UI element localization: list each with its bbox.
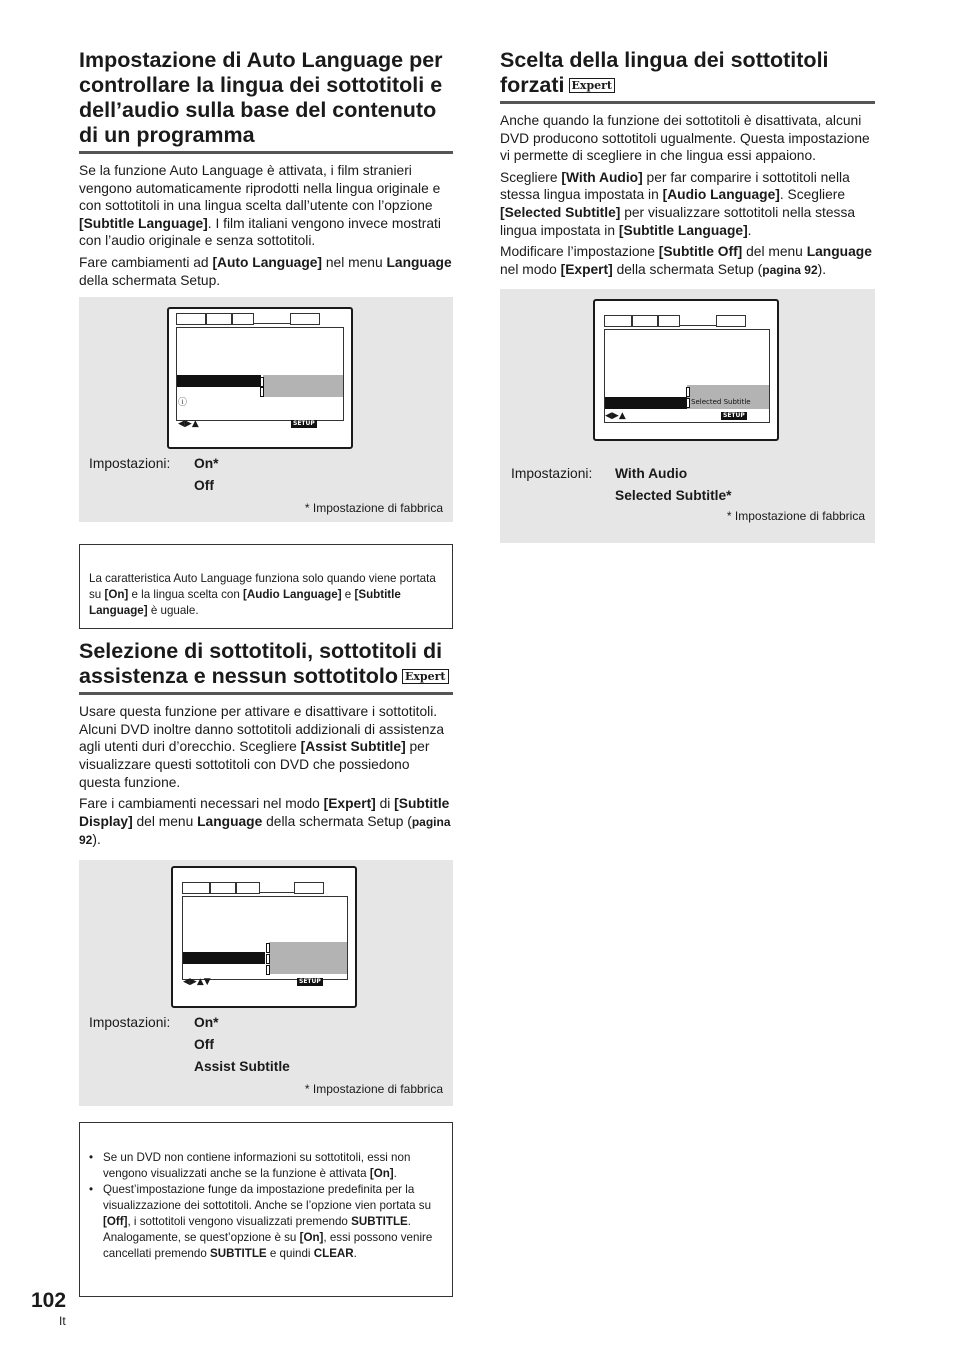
selected-option-bar (177, 375, 261, 387)
forced-subtitles-paragraph-2: Scegliere [With Audio] per far comparire i sottotitoli nella stessa lingua impostata in [Audio Language]. Scegliere [Selected Subtitle] per visualizzare sottotitoli nella stessa lingua impostata in [Subtitle Language]. (500, 169, 856, 238)
setting-value: On* (194, 1014, 219, 1030)
screen-tab (658, 315, 680, 327)
option-list-background (263, 375, 343, 397)
screen-tab (182, 882, 210, 894)
section-title-forced-subtitles: Scelta della lingua dei sottotitoli forzati Expert (500, 48, 875, 104)
option-cursor (260, 377, 264, 387)
settings-values (615, 463, 732, 507)
settings-values (194, 1012, 290, 1078)
setup-screen-illustration (171, 866, 357, 1008)
setup-badge: SETUP (299, 977, 321, 985)
option-cursor (686, 387, 690, 397)
option-cursor (686, 398, 690, 408)
setting-value: Off (194, 1036, 214, 1052)
screen-tab-gap (260, 882, 294, 893)
navigation-arrows-icon: ◀▶▲ (178, 419, 199, 430)
note-text: La caratteristica Auto Language funziona solo quando viene portata su [On] e la lingua scelta con [Audio Language] e [Subtitle Language] è uguale. (89, 572, 436, 618)
setup-badge: SETUP (293, 420, 315, 428)
setting-value: On* (194, 456, 219, 472)
expert-badge: Expert (569, 78, 616, 93)
language-code: It (59, 1314, 66, 1328)
auto-language-paragraph-1: Se la funzione Auto Language è attivata, i film stranieri vengono automaticamente riprodotti nella lingua originale e con sottotitoli in una lingua scelta dall’utente con l’opzione [Subtitle Language]. I film italiani vengono invece mostrati con l’audio originale e senza sottotitoli. (79, 163, 441, 249)
expert-badge: Expert (402, 669, 449, 684)
navigation-arrows-icon: ◀▶▲▼ (183, 976, 211, 987)
option-list-background (269, 942, 347, 974)
note-box-auto-language (79, 544, 453, 629)
settings-values (194, 453, 219, 497)
screen-tab (236, 882, 260, 894)
subtitle-display-paragraph-1: Usare questa funzione per attivare e disattivare i sottotitoli. Alcuni DVD inoltre danno sottotitoli addizionali di assistenza agli utenti duri d’orecchio. Scegliere [Assist Subtitle] per visualizzare questi sottotitoli con DVD che possiedono questa funzione. (79, 704, 445, 790)
setting-value: Selected Subtitle* (615, 488, 732, 504)
screen-tab (632, 315, 658, 327)
section-title-auto-language: Impostazione di Auto Language per controllare la lingua dei sottotitoli e dell’audio sulla base del contenuto di un programma (79, 48, 453, 154)
screen-tab-gap (254, 313, 290, 324)
screen-tab-gap (680, 315, 716, 326)
screen-tab (176, 313, 206, 325)
screen-tab (290, 313, 320, 325)
setting-value: With Audio (615, 466, 688, 482)
setting-value: Assist Subtitle (194, 1058, 290, 1074)
screen-tab (294, 882, 324, 894)
option-cursor (260, 387, 264, 397)
option-cursor (266, 943, 270, 953)
navigation-arrows-icon: ◀▶▲ (605, 411, 626, 422)
right-column (500, 48, 875, 543)
forced-subtitles-settings-panel (500, 289, 875, 543)
note-box-subtitle-display (79, 1122, 453, 1297)
factory-default-note: * Impostazione di fabbrica (304, 1081, 443, 1096)
auto-language-paragraph-2: Fare cambiamenti ad [Auto Language] nel menu Language della schermata Setup. (79, 254, 452, 288)
settings-list (89, 453, 439, 503)
selected-option-bar (605, 397, 687, 409)
note-list-item: • Quest’impostazione funge da impostazione predefinita per la visualizzazione dei sottotitoli. Anche se l’opzione vien portata su [Off], i sottotitoli vengono visualizzati premendo SUBTITLE. Analogamente, se quest’opzione è su [On], essi possono venire cancellati premendo SUBTITLE e quindi CLEAR. (89, 1182, 433, 1260)
subtitle-display-settings-panel (79, 860, 453, 1106)
settings-list (511, 463, 861, 513)
setup-badge: SETUP (723, 412, 745, 420)
forced-subtitles-paragraph-3: Modificare l’impostazione [Subtitle Off] del menu Language nel modo [Expert] della schermata Setup (pagina 92). (500, 244, 872, 277)
settings-label: Impostazioni: (89, 1014, 171, 1030)
page-number: 102 (31, 1289, 67, 1312)
note-list (89, 1150, 441, 1262)
screen-tabs (176, 313, 320, 325)
section-title-subtitle-display: Selezione di sottotitoli, sottotitoli di assistenza e nessun sottotitolo Expert (79, 639, 453, 695)
option-cursor (266, 954, 270, 964)
screen-content-area (176, 327, 344, 421)
screen-tabs (182, 882, 324, 894)
screen-tab (210, 882, 236, 894)
screen-selected-option-label: Selected Subtitle (691, 398, 751, 407)
selected-option-bar (183, 952, 265, 964)
factory-default-note: * Impostazione di fabbrica (304, 501, 443, 516)
note-list-item: • Se un DVD non contiene informazioni su sottotitoli, essi non vengono visualizzati anche se la funzione è attivata [On]. (89, 1150, 411, 1180)
info-icon: ⓘ (178, 398, 188, 409)
setup-screen-illustration (593, 299, 779, 441)
subtitle-display-paragraph-2: Fare i cambiamenti necessari nel modo [Expert] di [Subtitle Display] del menu Language della schermata Setup (pagina 92). (79, 796, 451, 848)
screen-tab (206, 313, 232, 325)
setup-screen-illustration (167, 307, 353, 449)
factory-default-note: * Impostazione di fabbrica (726, 509, 865, 524)
left-column (79, 48, 453, 1297)
screen-tab (232, 313, 254, 325)
settings-label: Impostazioni: (511, 466, 593, 482)
screen-tab (604, 315, 632, 327)
settings-label: Impostazioni: (89, 456, 171, 472)
setting-value: Off (194, 478, 214, 494)
forced-subtitles-paragraph-1: Anche quando la funzione dei sottotitoli è disattivata, alcuni DVD producono sottotitoli ugualmente. Questa impostazione vi permette di scegliere in che lingua essi appaiono. (500, 113, 870, 164)
auto-language-settings-panel (79, 297, 453, 522)
screen-tab (716, 315, 746, 327)
settings-list (89, 1012, 439, 1082)
option-cursor (266, 965, 270, 975)
screen-tabs (604, 315, 746, 327)
